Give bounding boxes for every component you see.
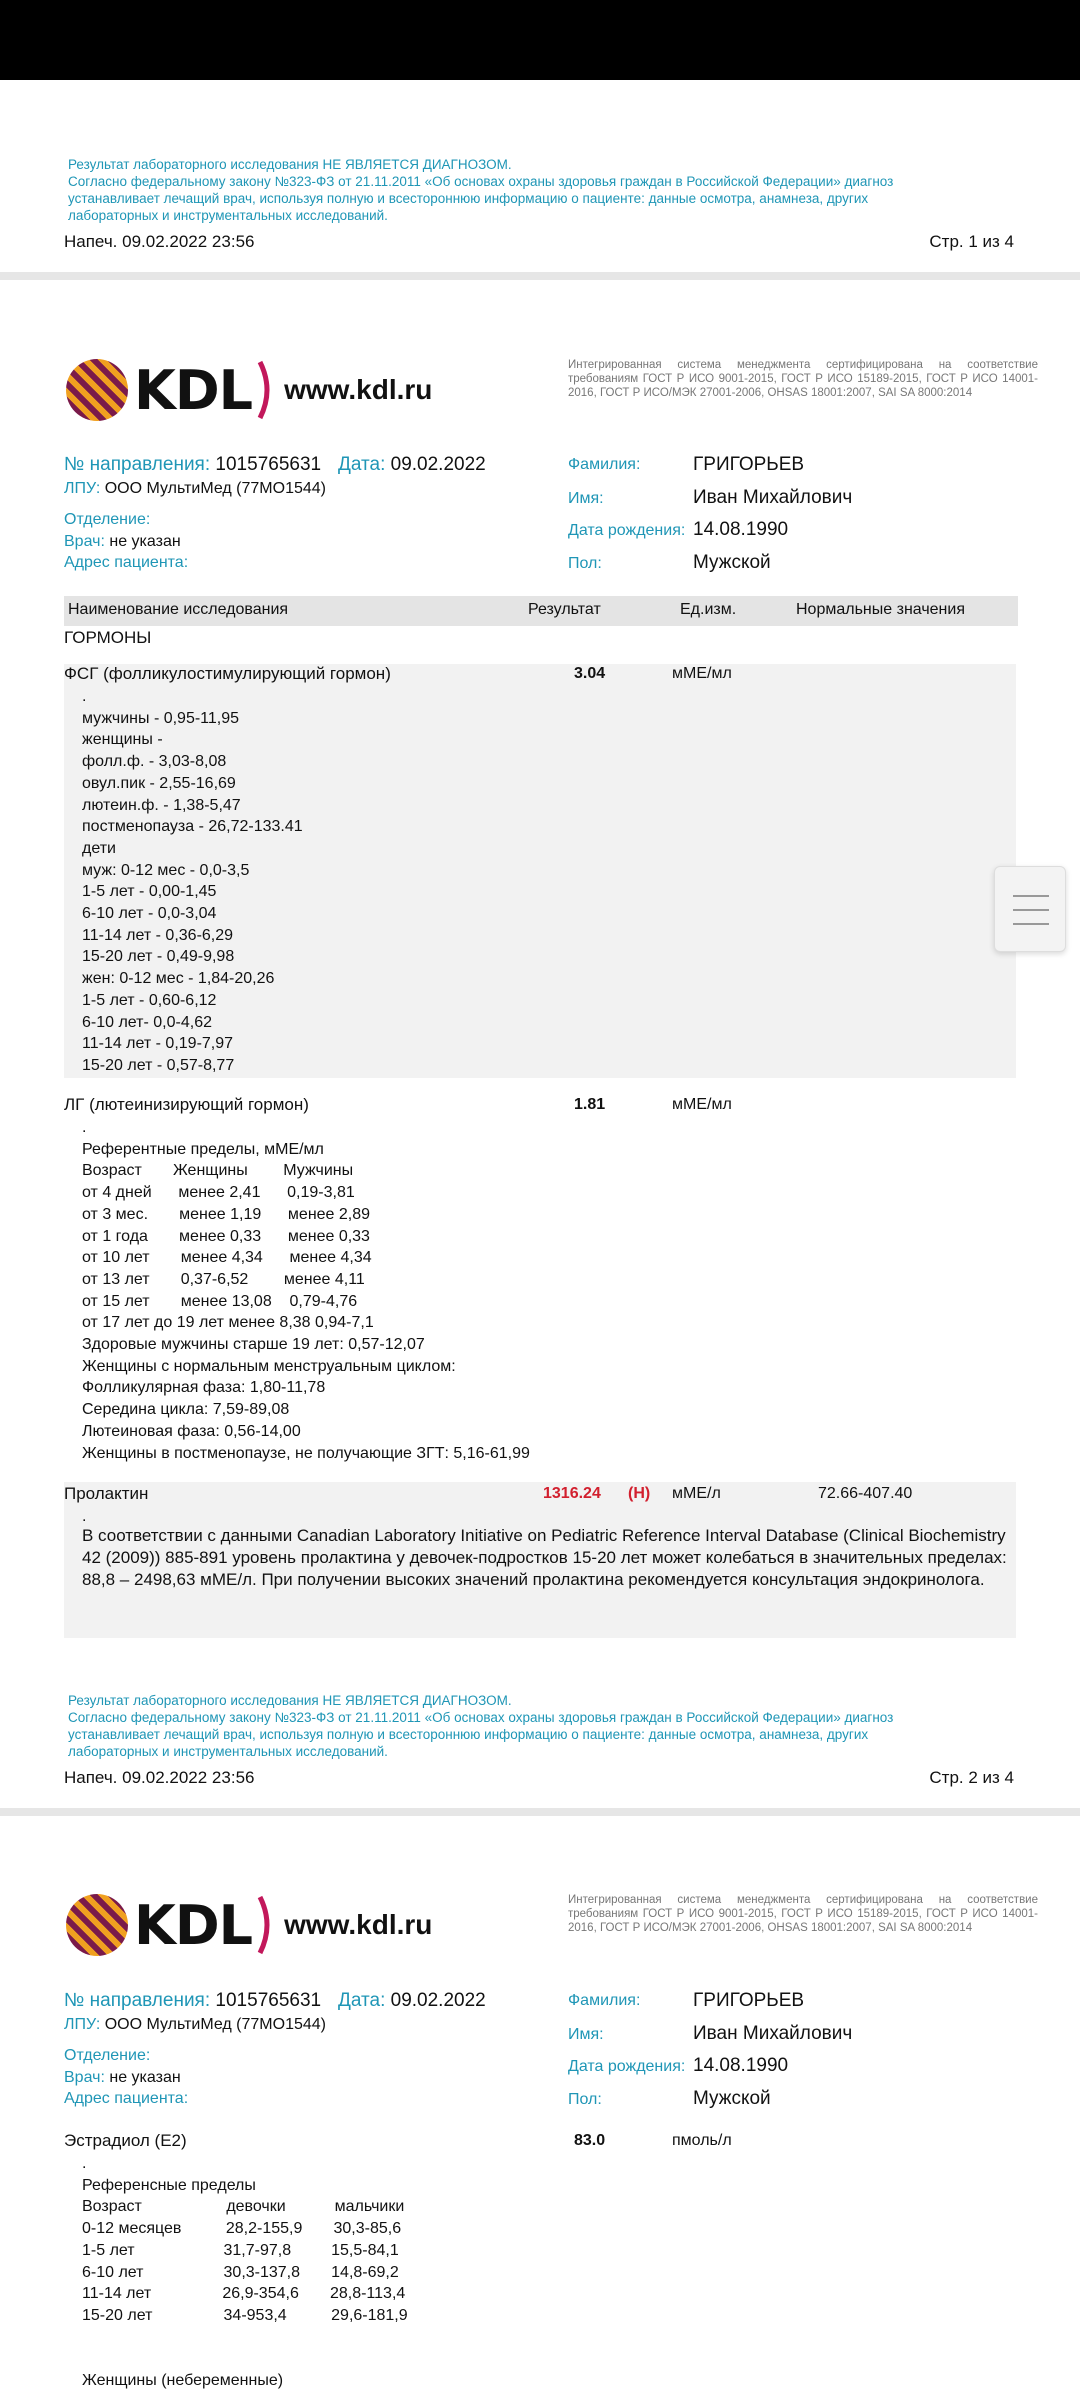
menu-line-icon	[1013, 895, 1049, 897]
page-number: Стр. 1 из 4	[929, 232, 1014, 251]
disclaimer-line: Результат лабораторного исследования НЕ ЯВЛЯЕТСЯ ДИАГНОЗОМ.	[68, 157, 512, 172]
estradiol-reference: . Референсные пределы Возраст девочки мальчики 0-12 месяцев 28,2-155,9 30,3-85,6 1-5 лет 31,7-97,8 15,5-84,1 6-10 лет 30,3-137,8 14,8-69,2 11-14 лет 26,9-354,6 28,8-113,4 15-20 лет 34-953,4 29,6-181,9	[82, 2155, 408, 2324]
dob-value: 14.08.1990	[693, 2055, 789, 2076]
surname-value: ГРИГОРЬЕВ	[693, 1990, 805, 2011]
disclaimer	[68, 1692, 968, 1760]
certification-text: Интегрированная система менеджмента сертифицирована на соответствие требованиям ГОСТ Р ИСО 9001-2015, ГОСТ Р ИСО 15189-2015, ГОСТ Р ИСО 14001-2016, ГОСТ Р ИСО/МЭК 27001-2006, OHSAS 18001:2007, SAI SA 8000:2014	[568, 1894, 1038, 1934]
doctor-label: Врач:	[64, 533, 105, 550]
sex-value: Мужской	[693, 552, 771, 573]
lh-unit: мМЕ/мл	[672, 1096, 732, 1113]
certification-text: Интегрированная система менеджмента сертифицирована на соответствие требованиям ГОСТ Р ИСО 9001-2015, ГОСТ Р ИСО 15189-2015, ГОСТ Р ИСО 14001-2016, ГОСТ Р ИСО/МЭК 27001-2006, OHSAS 18001:2007, SAI SA 8000:2014	[568, 359, 1038, 399]
lh-result: 1.81	[574, 1096, 606, 1113]
logo-ball-icon	[66, 1894, 128, 1956]
doctor	[64, 533, 181, 551]
logo-site: www.kdl.ru	[284, 1909, 433, 1940]
page-separator	[0, 1808, 1080, 1816]
prolactin-dot: .	[82, 1508, 87, 1525]
menu-handle-button[interactable]	[994, 866, 1066, 952]
logo-brand: KDL	[134, 358, 253, 422]
doctor-value: не указан	[109, 533, 181, 550]
section-title: ГОРМОНЫ	[64, 628, 152, 647]
sex-label: Пол:	[568, 2091, 602, 2108]
status-bar	[0, 0, 1080, 80]
header-name: Наименование исследования	[68, 601, 289, 618]
prolactin-comment: В соответствии с данными Canadian Laboratory Initiative on Pediatric Reference Interval Database (Clinical Biochemistry 42 (2009)) 885-891 уровень пролактина у девочек-подростков 15-20 лет может колебаться в значительных пределах: 88,8 – 2498,63 мМЕ/л. При получении высоких значений пролактина рекомендуется консультация эндокринолога.	[82, 1526, 1007, 1589]
menu-line-icon	[1013, 909, 1049, 911]
lpu	[64, 2016, 326, 2034]
header-norm: Нормальные значения	[796, 601, 965, 618]
lpu	[64, 480, 326, 498]
dept-label: Отделение:	[64, 2047, 151, 2064]
logo-swoosh-icon	[256, 1895, 274, 1955]
surname-label: Фамилия:	[568, 456, 641, 473]
sex-label: Пол:	[568, 555, 602, 572]
date-label: Дата:	[338, 454, 386, 475]
fsh-unit: мМЕ/мл	[672, 665, 732, 682]
page-separator	[0, 272, 1080, 280]
prolactin-result: 1316.24	[543, 1485, 601, 1502]
estradiol-result: 83.0	[574, 2132, 606, 2149]
order-label: № направления:	[64, 454, 211, 475]
disclaimer-line: Результат лабораторного исследования НЕ ЯВЛЯЕТСЯ ДИАГНОЗОМ.	[68, 1693, 512, 1708]
disclaimer-line: устанавливает лечащий врач, используя полную и всестороннюю информацию о пациенте: данные осмотра, анамнеза, других	[68, 191, 869, 206]
address	[64, 554, 188, 572]
name-value: Иван Михайлович	[693, 2023, 853, 2044]
order-date	[338, 1990, 486, 2012]
date-label: Дата:	[338, 1990, 386, 2011]
dept-label: Отделение:	[64, 511, 151, 528]
kdl-logo	[66, 1890, 476, 1960]
date-value: 09.02.2022	[390, 1990, 486, 2011]
header-result: Результат	[528, 601, 601, 618]
dob-label: Дата рождения:	[568, 2058, 686, 2075]
logo-site: www.kdl.ru	[284, 374, 433, 405]
kdl-logo	[66, 355, 476, 425]
order-date	[338, 454, 486, 476]
lpu-value: ООО МультиМед (77МО1544)	[104, 2016, 326, 2033]
estradiol-unit: пмоль/л	[672, 2132, 732, 2149]
date-value: 09.02.2022	[390, 454, 486, 475]
disclaimer-line: Согласно федеральному закону №323-ФЗ от 21.11.2011 «Об основах охраны здоровья граждан в Российской Федерации» диагноз	[68, 1710, 894, 1725]
dob-value: 14.08.1990	[693, 519, 789, 540]
order-value: 1015765631	[215, 454, 322, 475]
department	[64, 511, 150, 529]
page-number: Стр. 2 из 4	[929, 1768, 1014, 1787]
disclaimer-line: лабораторных и инструментальных исследований.	[68, 1744, 388, 1759]
fsh-reference: . мужчины - 0,95-11,95 женщины - фолл.ф. - 3,03-8,08 овул.пик - 2,55-16,69 лютеин.ф. - 1,38-5,47 постменопауза - 26,72-133.41 дети муж: 0-12 мес - 0,0-3,5 1-5 лет - 0,00-1,45 6-10 лет - 0,0-3,04 11-14 лет - 0,36-6,29 15-20 лет - 0,49-9,98 жен: 0-12 мес - 1,84-20,26 1-5 лет - 0,60-6,12 6-10 лет- 0,0-4,62 11-14 лет - 0,19-7,97 15-20 лет - 0,57-8,77	[82, 688, 303, 1074]
lpu-value: ООО МультиМед (77МО1544)	[104, 480, 326, 497]
sex-value: Мужской	[693, 2088, 771, 2109]
logo-swoosh-icon	[256, 360, 274, 420]
estradiol-reference-women: Женщины (небеременные)	[82, 2372, 284, 2389]
fsh-name: ФСГ (фолликулостимулирующий гормон)	[64, 664, 391, 683]
menu-line-icon	[1013, 923, 1049, 925]
lh-reference: . Референтные пределы, мМЕ/мл Возраст Женщины Мужчины от 4 дней менее 2,41 0,19-3,81 от 3 мес. менее 1,19 менее 2,89 от 1 года менее 0,33 менее 0,33 от 10 лет менее 4,34 менее 4,34 от 13 лет 0,37-6,52 менее 4,11 от 15 лет менее 13,08 0,79-4,76 от 17 лет до 19 лет менее 8,38 0,94-7,1 Здоровые мужчины старше 19 лет: 0,57-12,07 Женщины с нормальным менструальным циклом: Фолликулярная фаза: 1,80-11,78 Середина цикла: 7,59-89,08 Лютеиновая фаза: 0,56-14,00 Женщины в постменопаузе, не получающие ЗГТ: 5,16-61,99	[82, 1119, 530, 1462]
department	[64, 2047, 150, 2065]
prolactin-flag: (H)	[628, 1485, 651, 1502]
table-header	[64, 596, 1018, 626]
address-label: Адрес пациента:	[64, 2090, 189, 2107]
dob-label: Дата рождения:	[568, 522, 686, 539]
printed-date: Напеч. 09.02.2022 23:56	[64, 1768, 255, 1787]
order-number	[64, 1990, 321, 2012]
lh-name: ЛГ (лютеинизирующий гормон)	[64, 1095, 309, 1114]
lpu-label: ЛПУ:	[64, 480, 101, 497]
disclaimer	[68, 156, 968, 224]
disclaimer-line: Согласно федеральному закону №323-ФЗ от 21.11.2011 «Об основах охраны здоровья граждан в Российской Федерации» диагноз	[68, 174, 894, 189]
surname-label: Фамилия:	[568, 1992, 641, 2009]
disclaimer-line: лабораторных и инструментальных исследований.	[68, 208, 388, 223]
fsh-result: 3.04	[574, 665, 606, 682]
order-label: № направления:	[64, 1990, 211, 2011]
prolactin-norm: 72.66-407.40	[818, 1485, 913, 1502]
lpu-label: ЛПУ:	[64, 2016, 101, 2033]
prolactin-name: Пролактин	[64, 1484, 149, 1503]
order-value: 1015765631	[215, 1990, 322, 2011]
order-number	[64, 454, 321, 476]
prolactin-unit: мМЕ/л	[672, 1485, 721, 1502]
logo-ball-icon	[66, 359, 128, 421]
header-unit: Ед.изм.	[680, 601, 737, 618]
estradiol-name: Эстрадиол (Е2)	[64, 2131, 187, 2150]
printed-date: Напеч. 09.02.2022 23:56	[64, 232, 255, 251]
logo-brand: KDL	[134, 1893, 253, 1957]
name-label: Имя:	[568, 490, 604, 507]
doctor	[64, 2069, 181, 2087]
surname-value: ГРИГОРЬЕВ	[693, 454, 805, 475]
address	[64, 2090, 188, 2108]
name-label: Имя:	[568, 2026, 604, 2043]
doctor-value: не указан	[109, 2069, 181, 2086]
disclaimer-line: устанавливает лечащий врач, используя полную и всестороннюю информацию о пациенте: данные осмотра, анамнеза, других	[68, 1727, 869, 1742]
address-label: Адрес пациента:	[64, 554, 189, 571]
doctor-label: Врач:	[64, 2069, 105, 2086]
name-value: Иван Михайлович	[693, 487, 853, 508]
